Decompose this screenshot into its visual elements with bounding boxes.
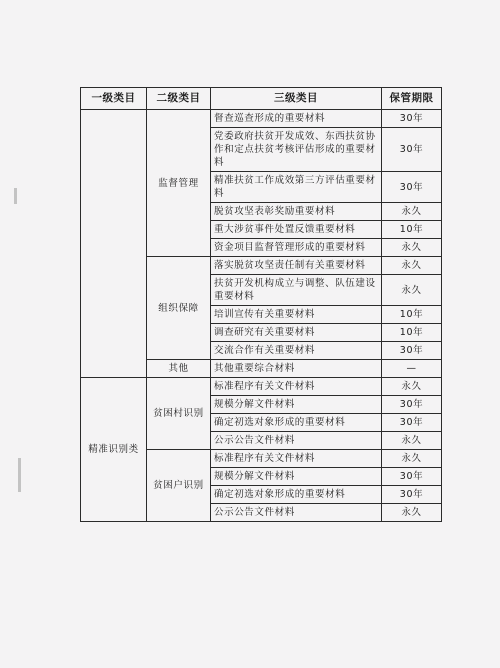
level3-item-cell: 落实脱贫攻坚责任制有关重要材料 (211, 257, 382, 275)
level1-category-cell: 精准识别类 (81, 378, 147, 522)
retention-period-cell: 永久 (382, 378, 442, 396)
level3-item-cell: 规模分解文件材料 (211, 468, 382, 486)
retention-period-cell: 永久 (382, 203, 442, 221)
retention-period-cell: 30年 (382, 468, 442, 486)
level2-category-cell: 监督管理 (147, 110, 211, 257)
retention-period-cell: 永久 (382, 239, 442, 257)
level2-category-cell: 其他 (147, 360, 211, 378)
retention-period-cell: 30年 (382, 172, 442, 203)
level3-item-cell: 交流合作有关重要材料 (211, 342, 382, 360)
level2-category-cell: 贫困户识别 (147, 450, 211, 522)
retention-period-cell: 永久 (382, 432, 442, 450)
level3-item-cell: 调查研究有关重要材料 (211, 324, 382, 342)
retention-period-cell: — (382, 360, 442, 378)
level3-item-cell: 公示公告文件材料 (211, 432, 382, 450)
level3-item-cell: 规模分解文件材料 (211, 396, 382, 414)
retention-schedule-table (80, 87, 442, 522)
level3-item-cell: 确定初选对象形成的重要材料 (211, 414, 382, 432)
level3-item-cell: 党委政府扶贫开发成效、东西扶贫协作和定点扶贫考核评估形成的重要材料 (211, 128, 382, 172)
header-level3: 三级类目 (211, 88, 382, 110)
header-level1: 一级类目 (81, 88, 147, 110)
level3-item-cell: 培训宣传有关重要材料 (211, 306, 382, 324)
level2-category-cell: 组织保障 (147, 257, 211, 360)
header-level2: 二级类目 (147, 88, 211, 110)
retention-period-cell: 永久 (382, 257, 442, 275)
header-retention-period: 保管期限 (382, 88, 442, 110)
level3-item-cell: 精准扶贫工作成效第三方评估重要材料 (211, 172, 382, 203)
table-row (81, 110, 442, 128)
retention-period-cell: 永久 (382, 450, 442, 468)
retention-period-cell: 30年 (382, 396, 442, 414)
table-row (81, 378, 442, 396)
retention-period-cell: 30年 (382, 486, 442, 504)
level1-category-cell (81, 110, 147, 378)
level3-item-cell: 其他重要综合材料 (211, 360, 382, 378)
table-body (81, 110, 442, 522)
level3-item-cell: 扶贫开发机构成立与调整、队伍建设重要材料 (211, 275, 382, 306)
level3-item-cell: 脱贫攻坚表彰奖励重要材料 (211, 203, 382, 221)
level3-item-cell: 资金项目监督管理形成的重要材料 (211, 239, 382, 257)
binding-mark-top (14, 188, 17, 204)
retention-period-cell: 30年 (382, 128, 442, 172)
level3-item-cell: 督查巡查形成的重要材料 (211, 110, 382, 128)
retention-period-cell: 10年 (382, 221, 442, 239)
table-header-row (81, 88, 442, 110)
level3-item-cell: 标准程序有关文件材料 (211, 450, 382, 468)
level3-item-cell: 标准程序有关文件材料 (211, 378, 382, 396)
retention-period-cell: 永久 (382, 275, 442, 306)
retention-period-cell: 30年 (382, 110, 442, 128)
level2-category-cell: 贫困村识别 (147, 378, 211, 450)
retention-period-cell: 30年 (382, 414, 442, 432)
binding-mark-bottom (18, 458, 21, 492)
level3-item-cell: 确定初选对象形成的重要材料 (211, 486, 382, 504)
level3-item-cell: 重大涉贫事件处置反馈重要材料 (211, 221, 382, 239)
retention-period-cell: 永久 (382, 504, 442, 522)
retention-period-cell: 10年 (382, 306, 442, 324)
retention-period-cell: 30年 (382, 342, 442, 360)
level3-item-cell: 公示公告文件材料 (211, 504, 382, 522)
retention-period-cell: 10年 (382, 324, 442, 342)
